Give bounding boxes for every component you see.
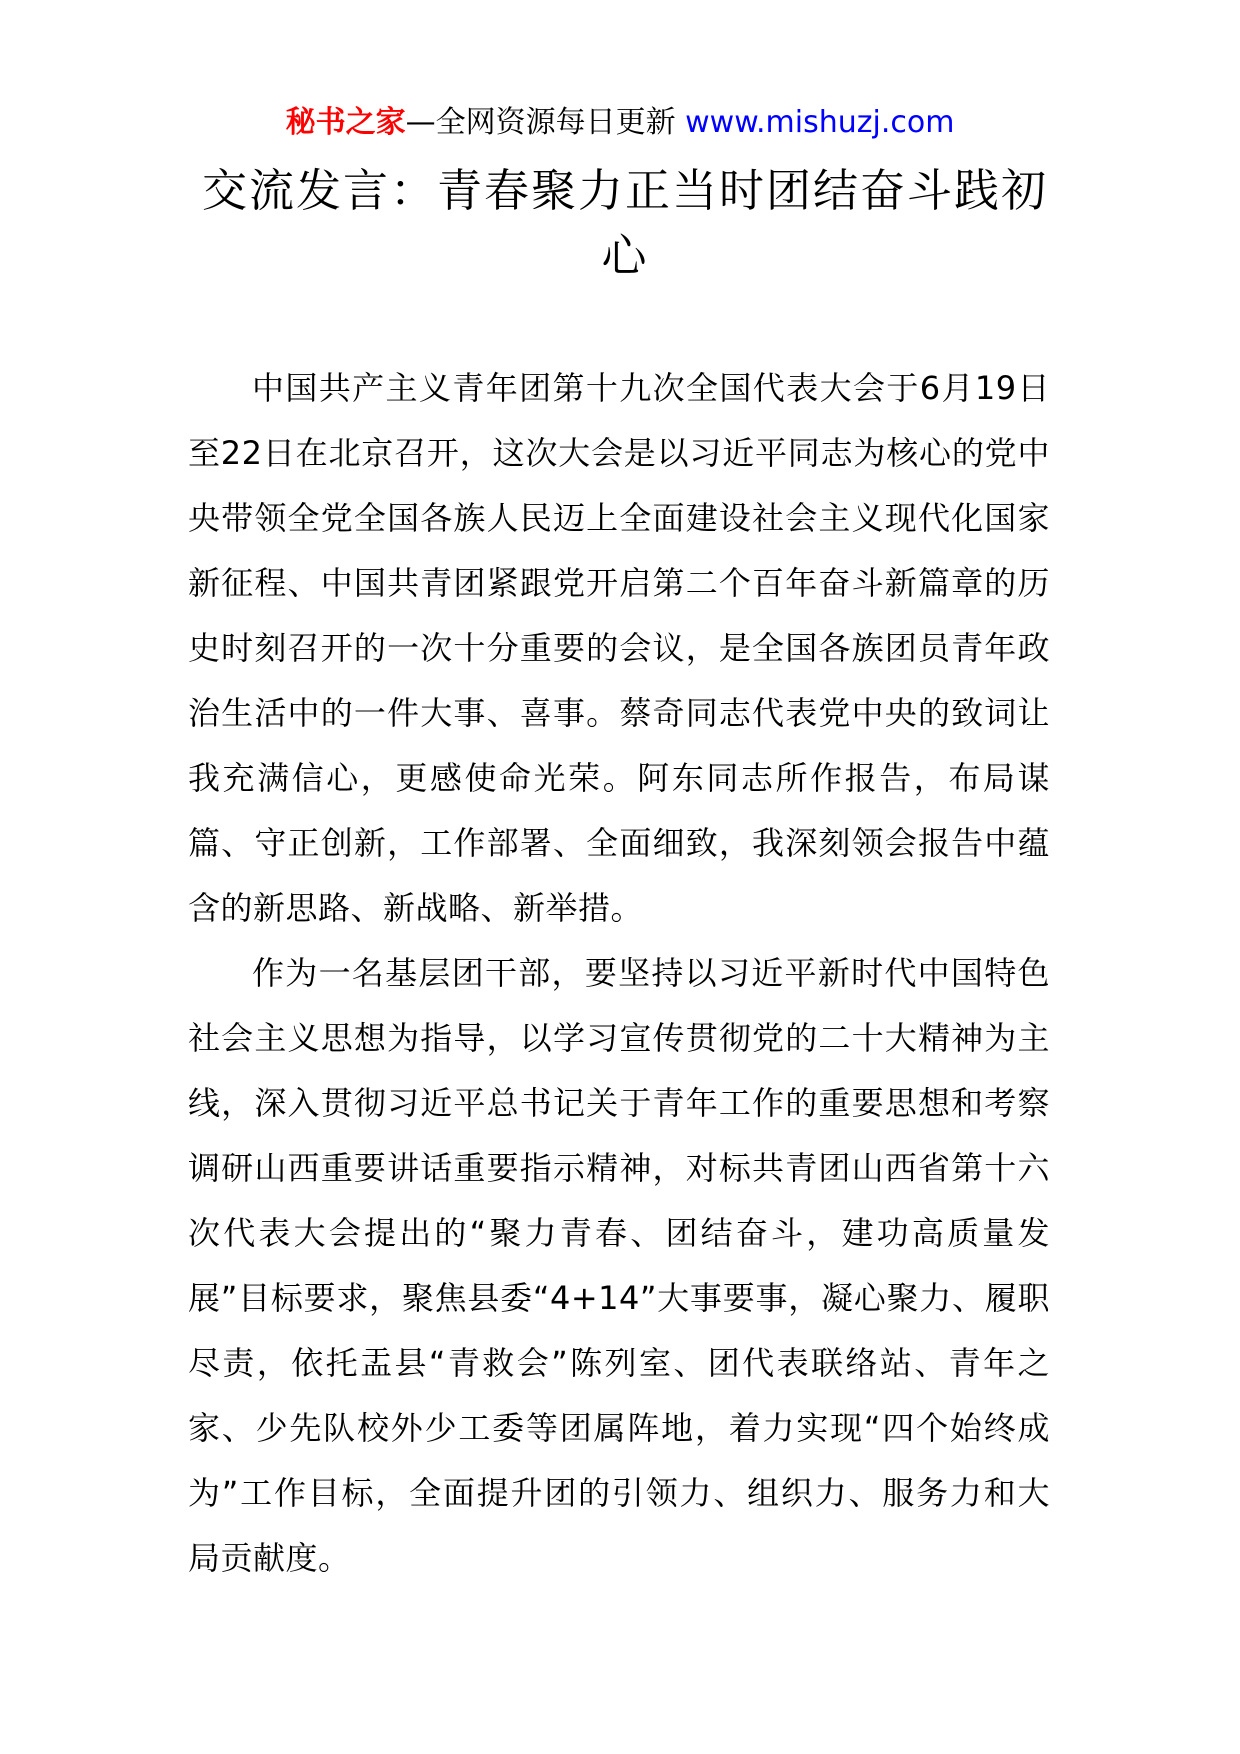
body-paragraph: 作为一名基层团干部，要坚持以习近平新时代中国特色社会主义思想为指导，以学习宣传贯彻党的二十大精神为主线，深入贯彻习近平总书记关于青年工作的重要思想和考察调研山西重要讲话重要指示精神，对标共青团山西省第十六次代表大会提出的“聚力青春、团结奋斗，建功高质量发展”目标要求，聚焦县委“4+14”大事要事，凝心聚力、履职尽责，依托盂县“青救会”陈列室、团代表联络站、青年之家、少先队校外少工委等团属阵地，着力实现“四个始终成为”工作目标，全面提升团的引领力、组织力、服务力和大局贡献度。 xyxy=(188,954,1050,1577)
site-header xyxy=(0,103,1240,143)
site-brand: 秘书之家 xyxy=(285,105,406,140)
site-tagline: —全网资源每日更新 xyxy=(405,105,676,140)
site-url-link[interactable]: www.mishuzj.com xyxy=(685,105,955,140)
document-body xyxy=(188,356,1050,1591)
body-paragraph: 中国共产主义青年团第十九次全国代表大会于6月19日至22日在北京召开，这次大会是以习近平同志为核心的党中央带领全党全国各族人民迈上全面建设社会主义现代化国家新征程、中国共青团紧跟党开启第二个百年奋斗新篇章的历史时刻召开的一次十分重要的会议，是全国各族团员青年政治生活中的一件大事、喜事。蔡奇同志代表党中央的致词让我充满信心，更感使命光荣。阿东同志所作报告，布局谋篇、守正创新，工作部署、全面细致，我深刻领会报告中蕴含的新思路、新战略、新举措。 xyxy=(188,369,1050,927)
document-title: 交流发言：青春聚力正当时团结奋斗践初心 xyxy=(201,164,1048,282)
